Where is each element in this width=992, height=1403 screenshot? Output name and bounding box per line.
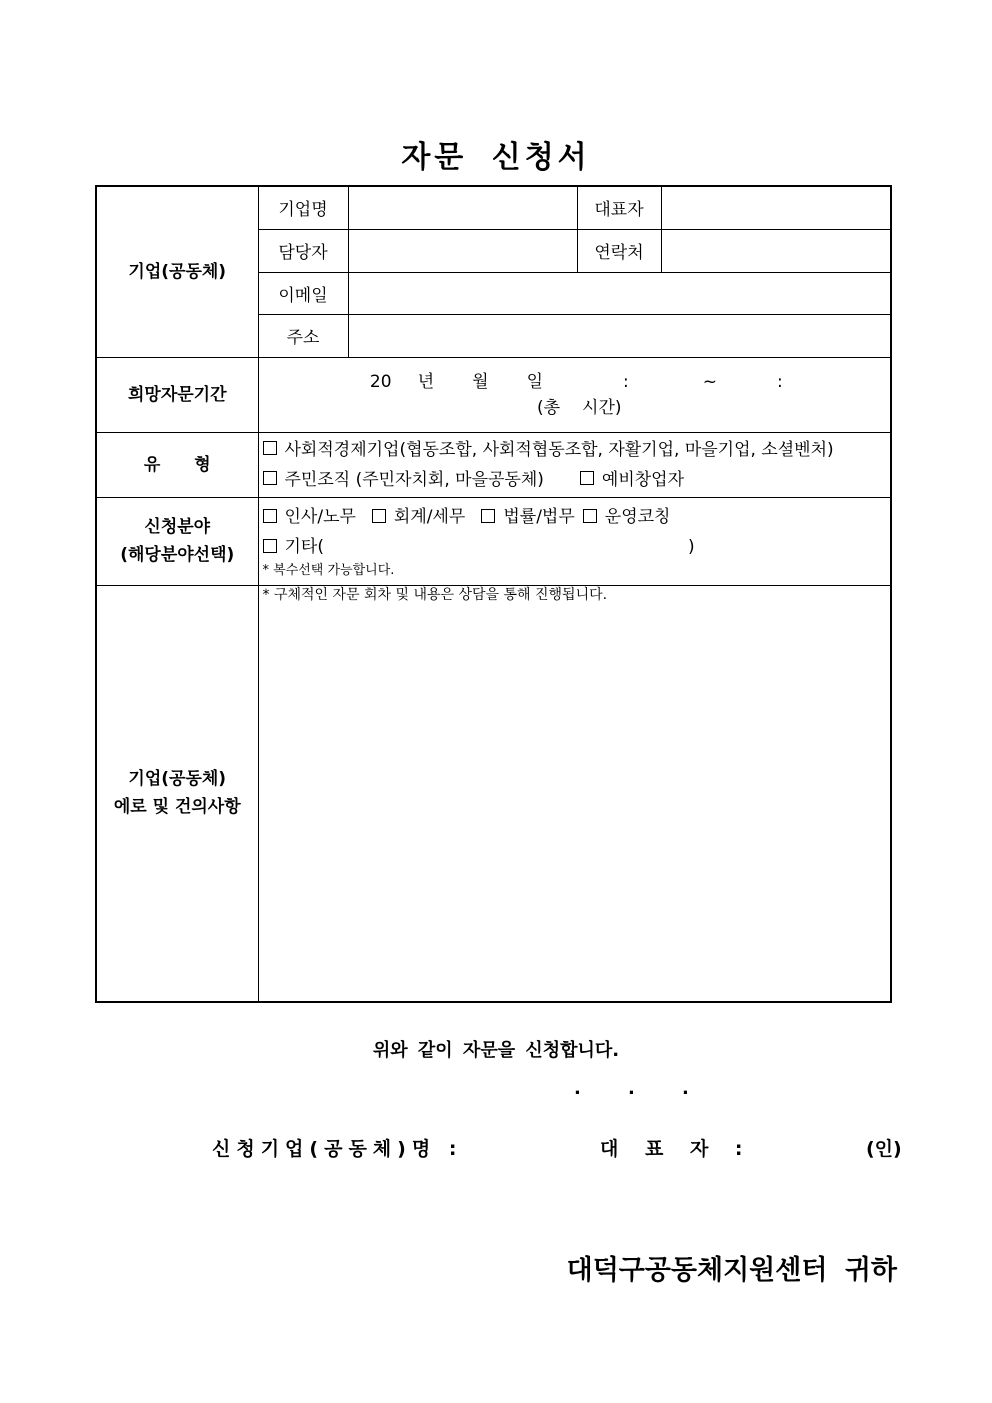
type-option-prestartup[interactable]: 예비창업자	[580, 470, 684, 490]
checkbox[interactable]	[372, 509, 386, 523]
seal-mark: (인)	[866, 1138, 902, 1160]
address-field[interactable]	[348, 314, 891, 357]
field-option-hr[interactable]: 인사/노무	[263, 507, 356, 527]
contact-label: 연락처	[577, 229, 661, 272]
hours-label: 시간)	[582, 397, 622, 418]
period-date-line	[259, 369, 891, 395]
representative-sign-label: 대 표 자 :	[600, 1138, 753, 1160]
type-options	[258, 432, 891, 497]
company-header: 기업(공동체)	[96, 186, 258, 357]
company-name-label: 기업명	[258, 186, 348, 229]
company-name-field[interactable]	[348, 186, 577, 229]
address-label: 주소	[258, 314, 348, 357]
recipient: 대덕구공동체지원센터 귀하	[566, 1255, 897, 1286]
field-option-legal[interactable]: 법률/법무	[481, 507, 574, 527]
year-label: 년	[417, 371, 435, 392]
end-time-colon: :	[777, 371, 783, 392]
field-note: * 복수선택 가능합니다.	[262, 563, 395, 578]
date-dot: .	[574, 1078, 581, 1099]
checkbox[interactable]	[580, 471, 594, 485]
type-option-social-economy[interactable]: 사회적경제기업(협동조합, 사회적협동조합, 자활기업, 마을기업, 소셜벤처)	[259, 435, 891, 465]
range-tilde: ~	[702, 371, 718, 392]
year-prefix: 20	[369, 371, 392, 392]
representative-field[interactable]	[661, 186, 891, 229]
field-header	[96, 497, 258, 585]
total-label: (총	[536, 397, 561, 418]
period-total-line	[259, 395, 891, 421]
email-field[interactable]	[348, 272, 891, 314]
issues-note: * 구체적인 자문 회차 및 내용은 상담을 통해 진행됩니다.	[262, 586, 608, 603]
representative-label: 대표자	[577, 186, 661, 229]
checkbox[interactable]	[583, 509, 597, 523]
day-label: 일	[526, 371, 544, 392]
period-header: 희망자문기간	[96, 357, 258, 432]
issues-header	[96, 585, 258, 1002]
field-option-accounting[interactable]: 회계/세무	[372, 507, 465, 527]
start-time-colon: :	[623, 371, 629, 392]
field-option-other[interactable]: 기타( )	[259, 532, 891, 562]
issues-header-line1: 기업(공동체)	[128, 769, 227, 790]
field-header-line1: 신청분야	[144, 517, 211, 537]
checkbox[interactable]	[263, 441, 277, 455]
checkbox[interactable]	[263, 539, 277, 553]
checkbox[interactable]	[481, 509, 495, 523]
issues-header-line2: 에로 및 건의사항	[113, 797, 241, 818]
field-option-coaching[interactable]: 운영코칭	[583, 507, 671, 527]
date-dot: .	[628, 1078, 635, 1099]
type-header: 유 형	[96, 432, 258, 497]
period-field[interactable]	[258, 357, 891, 432]
application-form-table	[95, 185, 892, 1003]
email-label: 이메일	[258, 272, 348, 314]
checkbox[interactable]	[263, 471, 277, 485]
manager-label: 담당자	[258, 229, 348, 272]
issues-field[interactable]	[258, 585, 891, 1002]
field-header-line2: (해당분야선택)	[120, 545, 235, 565]
statement: 위와 같이 자문을 신청합니다.	[372, 1040, 620, 1061]
applicant-name-label: 신청기업(공동체)명 :	[212, 1138, 463, 1160]
date-dot: .	[682, 1078, 689, 1099]
page-title: 자문 신청서	[401, 140, 591, 175]
contact-field[interactable]	[661, 229, 891, 272]
checkbox[interactable]	[263, 509, 277, 523]
month-label: 월	[472, 371, 489, 392]
manager-field[interactable]	[348, 229, 577, 272]
field-options	[258, 497, 891, 585]
type-option-resident-org[interactable]: 주민조직 (주민자치회, 마을공동체)	[263, 470, 544, 490]
